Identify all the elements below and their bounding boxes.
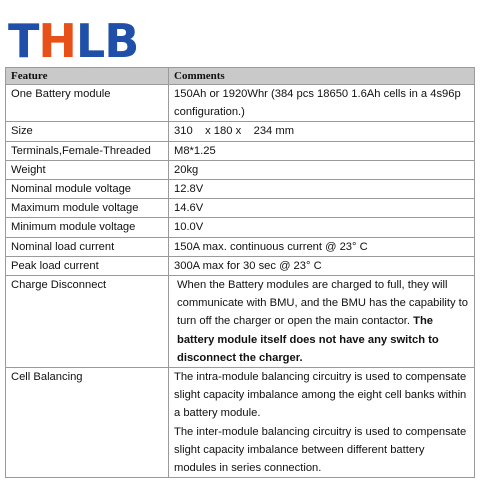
- comment-cell: [169, 276, 475, 368]
- feature-cell: One Battery module: [6, 85, 169, 122]
- charge-disconnect-bold-text: The battery module itself does not have any switch to disconnect the charger.: [177, 315, 439, 364]
- column-header-comments: Comments: [169, 68, 475, 85]
- logo-letter-b: B: [104, 14, 139, 68]
- spec-table: [5, 67, 475, 478]
- table-row-cell-balancing: [6, 368, 475, 478]
- logo-letter-l: L: [75, 14, 105, 68]
- cell-balancing-para-1: The intra-module balancing circuitry is used to compensate slight capacity imbalance among the eight cell banks within a battery module.: [174, 371, 467, 420]
- feature-cell: Nominal load current: [6, 237, 169, 256]
- comment-cell: [169, 368, 475, 478]
- feature-cell: Maximum module voltage: [6, 199, 169, 218]
- feature-cell: Peak load current: [6, 256, 169, 275]
- column-header-feature: Feature: [6, 68, 169, 85]
- charge-disconnect-text: When the Battery modules are charged to full, they will communicate with BMU, and the BMU has the capability to turn off the charger or open the main contactor.: [177, 279, 469, 328]
- comment-cell: 12.8V: [169, 180, 475, 199]
- feature-cell: Terminals,Female-Threaded: [6, 141, 169, 160]
- feature-cell: Cell Balancing: [6, 368, 169, 478]
- table-row: [6, 122, 475, 141]
- comment-cell: 300A max for 30 sec @ 23° C: [169, 256, 475, 275]
- table-row: [6, 85, 475, 122]
- comment-cell: 10.0V: [169, 218, 475, 237]
- comment-cell: 14.6V: [169, 199, 475, 218]
- feature-cell: Nominal module voltage: [6, 180, 169, 199]
- table-row-charge-disconnect: [6, 276, 475, 368]
- feature-cell: Charge Disconnect: [6, 276, 169, 368]
- feature-cell: Minimum module voltage: [6, 218, 169, 237]
- comment-cell: 20kg: [169, 160, 475, 179]
- comment-cell: 310 x 180 x 234 mm: [169, 122, 475, 141]
- table-row: [6, 180, 475, 199]
- feature-cell: Weight: [6, 160, 169, 179]
- table-row: [6, 141, 475, 160]
- table-row: [6, 218, 475, 237]
- logo-letter-h: H: [38, 14, 76, 68]
- table-row: [6, 199, 475, 218]
- table-row: [6, 256, 475, 275]
- comment-cell: M8*1.25: [169, 141, 475, 160]
- logo-letter-t: T: [8, 14, 39, 68]
- comment-cell: 150Ah or 1920Whr (384 pcs 18650 1.6Ah cells in a 4s96p configuration.): [169, 85, 475, 122]
- table-row: [6, 237, 475, 256]
- cell-balancing-para-2: The inter-module balancing circuitry is used to compensate slight capacity imbalance between different battery modules in series connection.: [174, 425, 467, 475]
- brand-logo: [8, 14, 139, 68]
- table-header-row: [6, 68, 475, 85]
- comment-cell: 150A max. continuous current @ 23° C: [169, 237, 475, 256]
- table-row: [6, 160, 475, 179]
- feature-cell: Size: [6, 122, 169, 141]
